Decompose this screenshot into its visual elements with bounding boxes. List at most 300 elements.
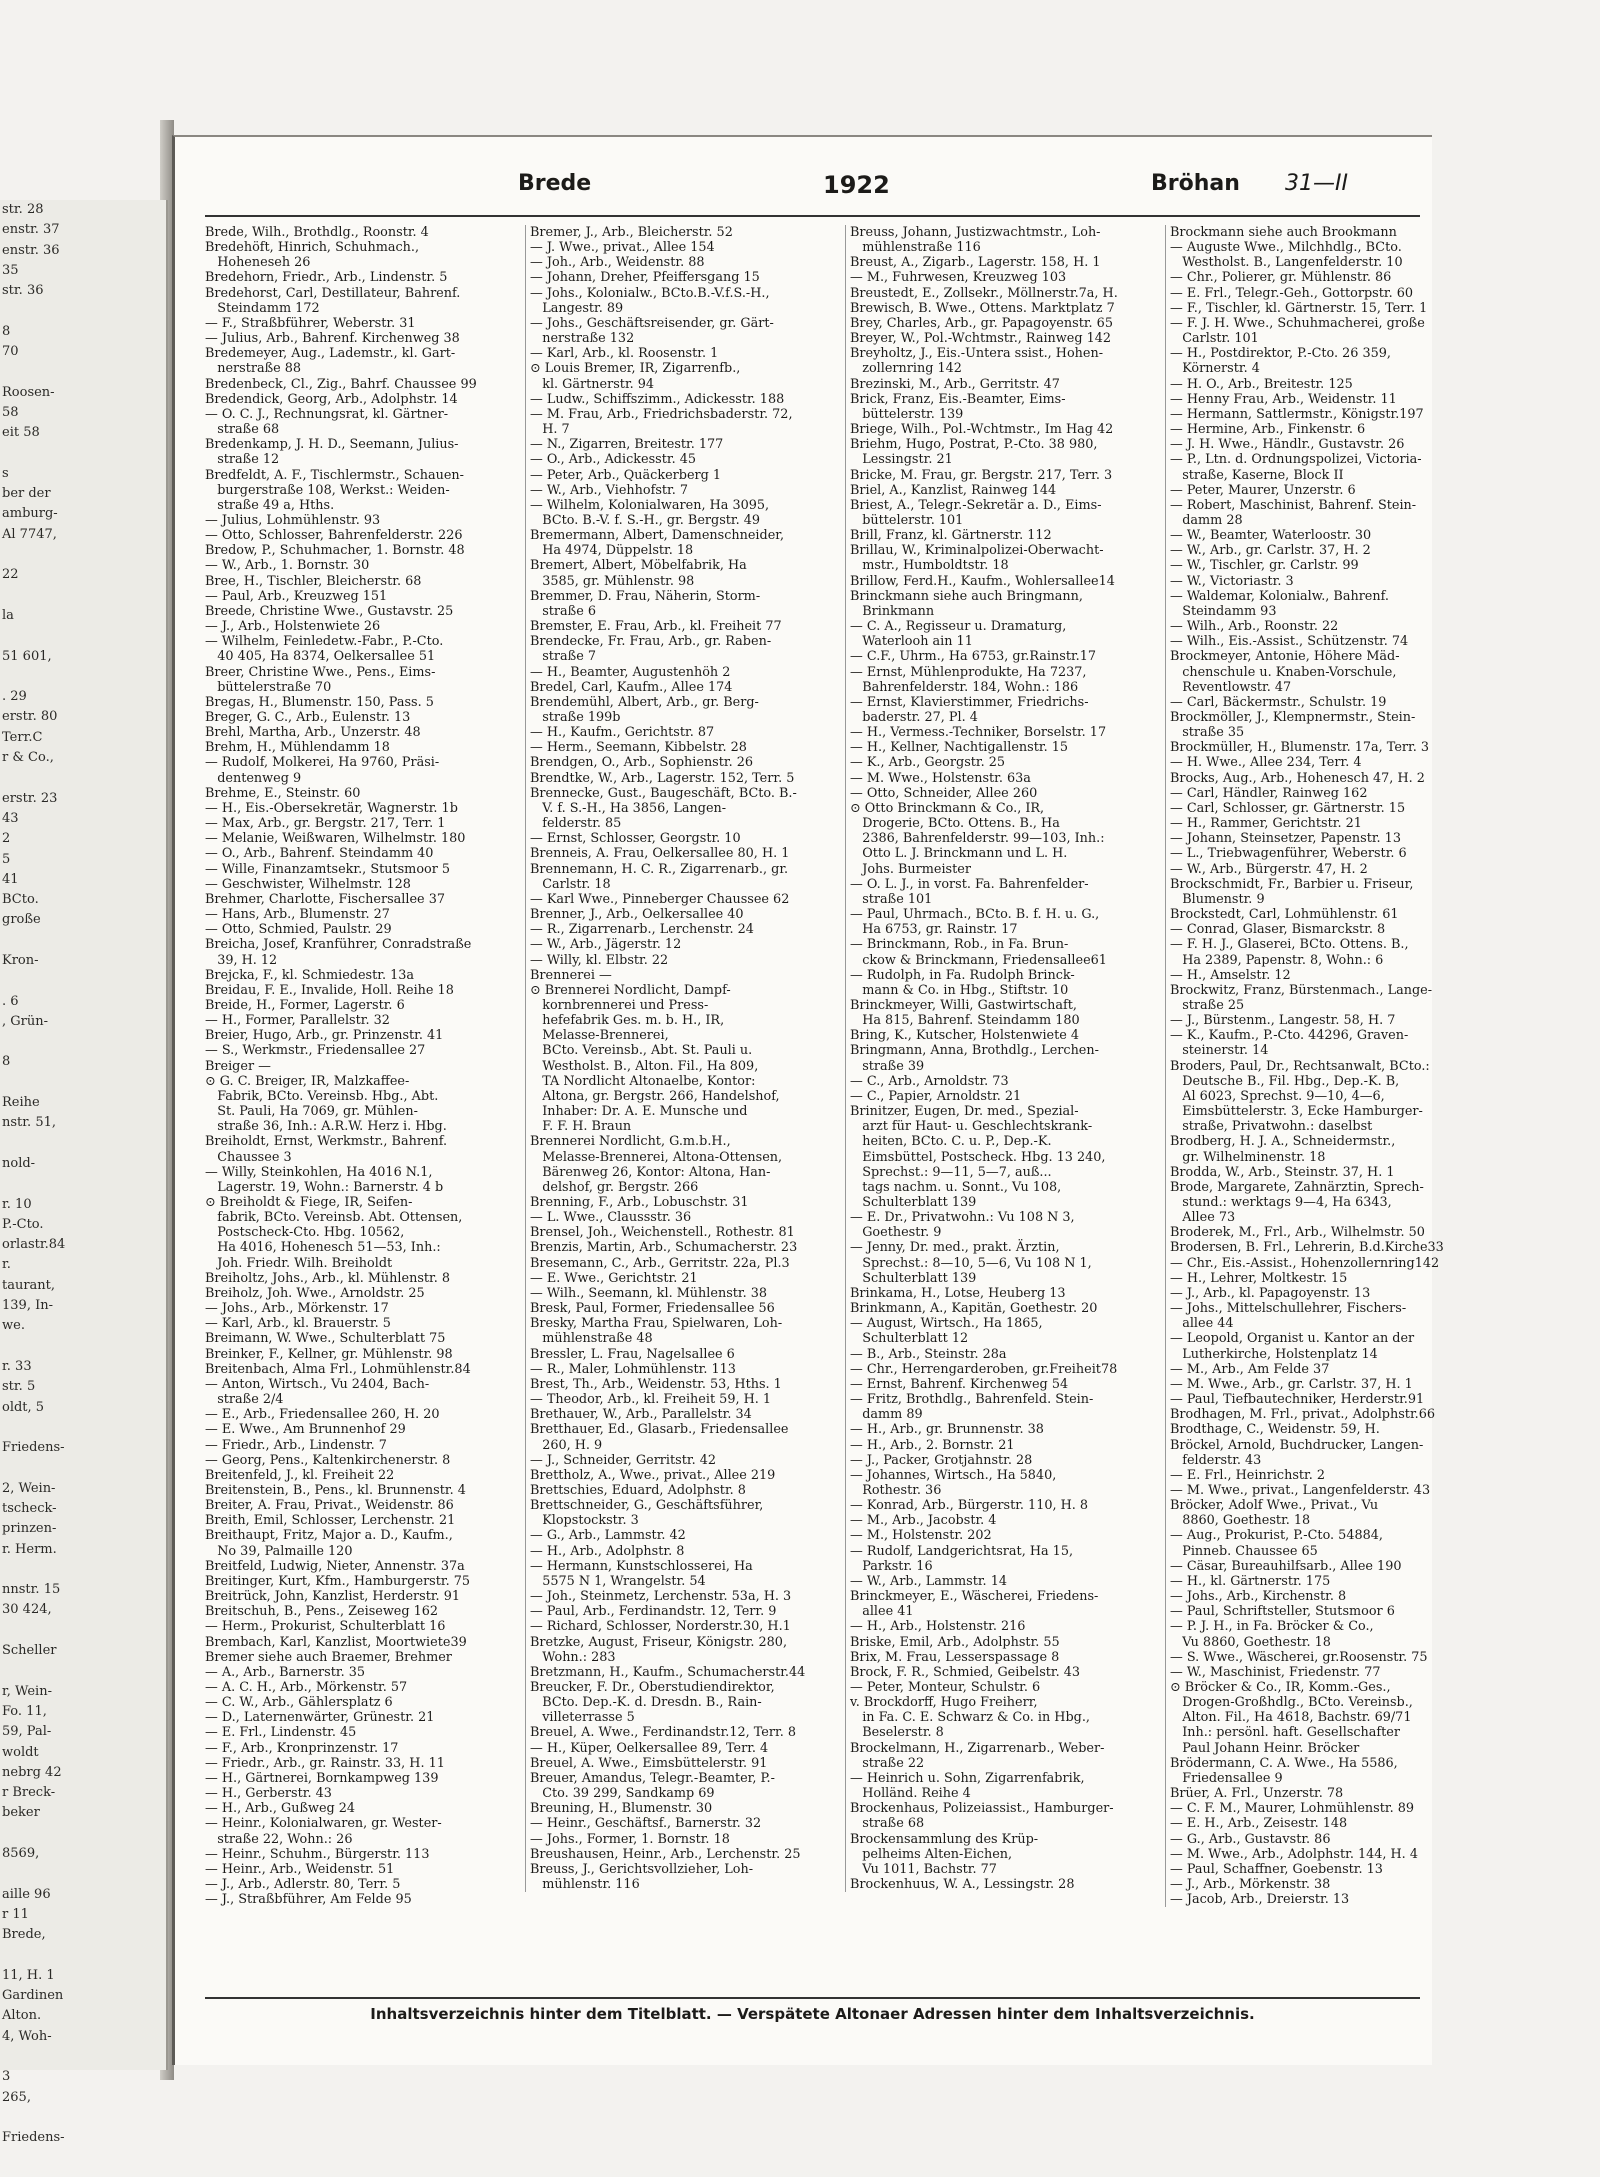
directory-entry: Brehme, E., Steinstr. 60 [205,785,361,801]
directory-entry: — G., Arb., Lammstr. 42 [530,1528,686,1544]
directory-entry: — Otto, Schmied, Paulstr. 29 [205,922,392,938]
directory-entry: Bremert, Albert, Möbelfabrik, Ha [530,558,747,574]
directory-entry: — P., Ltn. d. Ordnungspolizei, Victoria- [1170,452,1422,468]
directory-entry: — J., Arb., Mörkenstr. 38 [1170,1877,1331,1893]
directory-entry: büttelerstraße 70 [205,679,332,695]
directory-entry: Westholst. B., Alton. Fil., Ha 809, [530,1058,759,1074]
directory-entry: — Brinckmann, Rob., in Fa. Brun- [850,937,1069,953]
prev-page-line: , Grün- [2,1013,49,1029]
directory-entry: — Waldemar, Kolonialw., Bahrenf. [1170,588,1389,604]
directory-entry: — M. Wwe., Holstenstr. 63a [850,770,1031,786]
directory-entry: BCto. Dep.-K. d. Dresdn. B., Rain- [530,1695,762,1711]
directory-entry: Bremermann, Albert, Damenschneider, [530,528,785,544]
column-2 [525,225,840,1892]
directory-entry: Westholst. B., Langenfelderstr. 10 [1170,255,1403,271]
prev-page-line: 59, Pal- [2,1724,52,1740]
directory-entry: — H., Former, Parallelstr. 32 [205,1013,390,1029]
directory-entry: straße 49 a, Hths. [205,497,335,513]
directory-entry: — O. C. J., Rechnungsrat, kl. Gärtner- [205,406,449,422]
directory-entry: — Johs., Arb., Mörkenstr. 17 [205,1301,389,1317]
directory-entry: Breith, Emil, Schlosser, Lerchenstr. 21 [205,1513,456,1529]
directory-entry: Brezinski, M., Arb., Gerritstr. 47 [850,376,1060,392]
directory-entry: St. Pauli, Ha 7069, gr. Mühlen- [205,1104,418,1120]
directory-entry: — H. O., Arb., Breitestr. 125 [1170,376,1353,392]
directory-entry: — C., Arb., Arnoldstr. 73 [850,1073,1009,1089]
directory-entry: — F., Tischler, kl. Gärtnerstr. 15, Terr. 1 [1170,300,1428,316]
directory-entry: Bricke, M. Frau, gr. Bergstr. 217, Terr. 3 [850,467,1113,483]
directory-entry: Breithaupt, Fritz, Major a. D., Kaufm., [205,1528,453,1544]
prev-page-line: nnstr. 15 [2,1582,61,1598]
directory-entry: — H., Gärtnerei, Bornkampweg 139 [205,1770,439,1786]
prev-page-line [0,667,166,687]
directory-entry: — W., Arb., Lammstr. 14 [850,1573,1007,1589]
directory-entry: Steindamm 93 [1170,603,1277,619]
directory-entry: Bremer, J., Arb., Bleicherstr. 52 [530,225,733,240]
directory-entry: nerstraße 88 [205,361,302,377]
directory-entry: Brest, Th., Arb., Weidenstr. 53, Hths. 1 [530,1376,782,1392]
directory-entry: — Karl, Arb., kl. Brauerstr. 5 [205,1316,391,1332]
directory-entry: — P. J. H., in Fa. Bröcker & Co., [1170,1619,1374,1635]
directory-entry: Joh. Friedr. Wilh. Breiholdt [205,1255,393,1271]
directory-entry: — Peter, Maurer, Unzerstr. 6 [1170,482,1356,498]
directory-entry: nerstraße 132 [530,331,635,347]
directory-entry: Schulterblatt 12 [850,1331,969,1347]
directory-entry: — J., Arb., kl. Papagoyenstr. 13 [1170,1285,1371,1301]
directory-entry: — J., Packer, Grotjahnstr. 28 [850,1452,1033,1468]
directory-entry: Ha 815, Bahrenf. Steindamm 180 [850,1013,1080,1029]
directory-entry: mühlenstr. 116 [530,1877,640,1893]
directory-entry: — Joh., Steinmetz, Lerchenstr. 53a, H. 3 [530,1589,792,1605]
directory-entry: — Wille, Finanzamtsekr., Stutsmoor 5 [205,861,451,877]
directory-entry: Melasse-Brennerei, [530,1028,669,1044]
prev-page-line: P.-Cto. [2,1216,44,1232]
directory-entry: — H. Wwe., Allee 234, Terr. 4 [1170,755,1362,771]
directory-entry: Melasse-Brennerei, Altona-Ottensen, [530,1149,783,1165]
directory-entry: Bredfeldt, A. F., Tischlermstr., Schauen- [205,467,464,483]
directory-entry: — M., Holstenstr. 202 [850,1528,992,1544]
directory-entry: stund.: werktags 9—4, Ha 6343, [1170,1195,1392,1210]
directory-entry: — H., Postdirektor, P.-Cto. 26 359, [1170,346,1391,362]
prev-page-line: 51 601, [2,648,52,664]
directory-entry: — Paul, Uhrmach., BCto. B. f. H. u. G., [850,907,1100,923]
directory-entry: Brenzis, Martin, Arb., Schumacherstr. 23 [530,1240,798,1256]
directory-entry: Inhaber: Dr. A. E. Munsche und [530,1104,748,1120]
directory-entry: Allee 73 [1170,1210,1236,1226]
directory-entry: — C. F. M., Maurer, Lohmühlenstr. 89 [1170,1801,1414,1817]
directory-entry: — H., Lehrer, Moltkestr. 15 [1170,1270,1348,1286]
prev-page-line: aille 96 [2,1886,51,1902]
directory-entry: Schulterblatt 139 [850,1195,977,1210]
directory-entry: — Hermann, Sattlermstr., Königstr.197 [1170,406,1424,422]
directory-entry: Bree, H., Tischler, Bleicherstr. 68 [205,573,422,589]
prev-page-line: 2, Wein- [2,1480,56,1496]
directory-entry: Rothestr. 36 [850,1482,942,1498]
prev-page-line [0,1864,166,1884]
directory-entry: 39, H. 12 [205,952,278,968]
directory-entry: Vu 1011, Bachstr. 77 [850,1861,997,1877]
directory-entry: Klopstockstr. 3 [530,1513,639,1529]
directory-entry: straße 22, Wohn.: 26 [205,1831,353,1847]
directory-entry: Bretzke, August, Friseur, Königstr. 280, [530,1634,788,1650]
directory-entry: — Rudolf, Landgerichtsrat, Ha 15, [850,1543,1074,1559]
directory-entry: Bretzmann, H., Kaufm., Schumacherstr.44 [530,1664,806,1680]
directory-entry: Brill, Franz, kl. Gärtnerstr. 112 [850,528,1052,544]
directory-entry: Brenner, J., Arb., Oelkersallee 40 [530,907,744,923]
directory-entry: — Cäsar, Bureauhilfsarb., Allee 190 [1170,1558,1402,1574]
prev-page-line: taurant, [2,1277,56,1293]
prev-page-line: r. 10 [2,1196,32,1212]
directory-entry: — Johs., Kolonialw., BCto.B.-V.f.S.-H., [530,285,770,301]
directory-entry: — Otto, Schlosser, Bahrenfelderstr. 226 [205,528,463,544]
directory-entry: Breede, Christine Wwe., Gustavstr. 25 [205,603,454,619]
prev-page-line: . 29 [2,689,27,705]
directory-entry: mühlenstraße 48 [530,1331,653,1347]
directory-entry: arzt für Haut- u. Geschlechtskrank- [850,1119,1093,1135]
directory-entry: Otto L. J. Brinckmann und L. H. [850,846,1068,862]
directory-entry: pelheims Alten-Eichen, [850,1846,1013,1862]
directory-entry: straße 36, Inh.: A.R.W. Herz i. Hbg. [205,1119,447,1135]
directory-entry: — R., Maler, Lohmühlenstr. 113 [530,1361,736,1377]
directory-entry: — Hans, Arb., Blumenstr. 27 [205,907,390,923]
directory-entry: Brehm, H., Mühlendamm 18 [205,740,390,756]
directory-entry: — C.F., Uhrm., Ha 6753, gr.Rainstr.17 [850,649,1097,665]
directory-entry: Bresk, Paul, Former, Friedensallee 56 [530,1301,775,1317]
prev-page-line: 43 [2,810,19,826]
prev-page-line: oldt, 5 [2,1399,45,1415]
directory-entry: — W., Victoriastr. 3 [1170,573,1294,589]
directory-entry: 2386, Bahrenfelderstr. 99—103, Inh.: [850,831,1105,847]
directory-entry: — Hermann, Kunstschlosserei, Ha [530,1558,753,1574]
prev-page-line: Gardinen [2,1988,64,2004]
directory-entry: Johs. Burmeister [850,861,971,877]
directory-entry: ⊙ Otto Brinckmann & Co., IR, [850,800,1045,816]
directory-entry: straße 199b [530,710,621,725]
directory-entry: Brodberg, H. J. A., Schneidermstr., [1170,1134,1396,1150]
directory-entry: Reventlowstr. 47 [1170,679,1292,695]
directory-entry: — Friedr., Arb., Lindenstr. 7 [205,1437,387,1453]
directory-entry: — A., Arb., Barnerstr. 35 [205,1664,365,1680]
directory-entry: — Hermine, Arb., Finkenstr. 6 [1170,422,1366,438]
prev-page-line: str. 5 [2,1379,36,1395]
directory-entry: — F. H. J., Glaserei, BCto. Ottens. B., [1170,937,1409,953]
header-page-number: 31—II [1285,171,1348,196]
directory-entry: Breiger — [205,1058,271,1074]
directory-entry: — Richard, Schlosser, Norderstr.30, H.1 [530,1619,791,1635]
directory-entry: — M., Arb., Am Felde 37 [1170,1361,1330,1377]
directory-entry: Bredehöft, Hinrich, Schuhmach., [205,240,420,256]
prev-page-line [0,545,166,565]
directory-entry: Schulterblatt 139 [850,1270,977,1286]
prev-page-line: la [2,607,14,623]
directory-entry: — Johs., Mittelschullehrer, Fischers- [1170,1301,1407,1317]
directory-entry: Breucker, F. Dr., Oberstudiendirektor, [530,1680,775,1695]
column-4 [1165,225,1480,1907]
directory-entry: Brehmer, Charlotte, Fischersallee 37 [205,891,445,907]
prev-page-line [0,1073,166,1093]
directory-entry: — Heinrich u. Sohn, Zigarrenfabrik, [850,1770,1085,1786]
directory-entry: — Henny Frau, Arb., Weidenstr. 11 [1170,391,1397,407]
prev-page-line [0,626,166,646]
directory-entry: Briel, A., Kanzlist, Rainweg 144 [850,482,1057,498]
directory-entry: Brockmöller, J., Klempnermstr., Stein- [1170,710,1416,725]
directory-entry: Brode, Margarete, Zahnärztin, Sprech- [1170,1179,1424,1195]
directory-entry: Deutsche B., Fil. Hbg., Dep.-K. B, [1170,1073,1400,1089]
directory-entry: straße 68 [205,422,280,438]
directory-entry: — Peter, Arb., Quäckerberg 1 [530,467,722,483]
directory-entry: straße 6 [530,603,596,619]
directory-entry: Sprechst.: 9—11, 5—7, auß... [850,1164,1052,1180]
prev-page-line [0,971,166,991]
directory-entry: zollernring 142 [850,361,962,377]
directory-entry: ⊙ G. C. Breiger, IR, Malzkaffee- [205,1073,410,1089]
directory-entry: Brockmeyer, Antonie, Höhere Mäd- [1170,649,1400,665]
directory-entry: — E. H., Arb., Zeisestr. 148 [1170,1816,1348,1832]
directory-entry: heiten, BCto. C. u. P., Dep.-K. [850,1134,1052,1150]
directory-entry: — Carl, Händler, Rainweg 162 [1170,785,1368,801]
directory-entry: Postscheck-Cto. Hbg. 10562, [205,1225,405,1241]
directory-entry: — Chr., Herrengarderoben, gr.Freiheit78 [850,1361,1118,1377]
directory-entry: Brennecke, Gust., Baugeschäft, BCto. B.- [530,785,797,801]
directory-entry: — Anton, Wirtsch., Vu 2404, Bach- [205,1376,430,1392]
directory-entry: dentenweg 9 [205,770,302,786]
directory-entry: Brödermann, C. A. Wwe., Ha 5586, [1170,1755,1398,1771]
directory-entry: Brey, Charles, Arb., gr. Papagoyenstr. 65 [850,315,1113,331]
directory-entry: — Paul, Tiefbautechniker, Herderstr.91 [1170,1392,1425,1408]
directory-entry: Sprechst.: 8—10, 5—6, Vu 108 N 1, [850,1255,1092,1271]
directory-entry: Bredow, P., Schuhmacher, 1. Bornstr. 48 [205,543,465,559]
directory-entry: Brennemann, H. C. R., Zigarrenarb., gr. [530,861,789,877]
directory-entry: — Julius, Lohmühlenstr. 93 [205,512,381,528]
directory-entry: kl. Gärtnerstr. 94 [530,376,655,392]
directory-entry: — Jenny, Dr. med., prakt. Ärztin, [850,1240,1060,1256]
directory-entry: Friedensallee 9 [1170,1770,1283,1786]
column-1 [205,225,520,1907]
directory-entry: — Conrad, Glaser, Bismarckstr. 8 [1170,922,1386,938]
directory-entry: straße, Kaserne, Block II [1170,467,1344,483]
directory-entry: — Fritz, Brothdlg., Bahrenfeld. Stein- [850,1392,1094,1408]
prev-page-line: Reihe [2,1095,40,1111]
prev-page-line: prinzen- [2,1521,57,1537]
directory-entry: — Paul, Arb., Ferdinandstr. 12, Terr. 9 [530,1604,777,1620]
prev-page-line: r Breck- [2,1785,56,1801]
directory-entry: — O., Arb., Adickesstr. 45 [530,452,696,468]
directory-entry: straße 2/4 [205,1392,284,1408]
directory-entry: — F., Straßbführer, Weberstr. 31 [205,315,416,331]
directory-entry: Brockstedt, Carl, Lohmühlenstr. 61 [1170,907,1399,923]
directory-entry: Brock, F. R., Schmied, Geibelstr. 43 [850,1664,1081,1680]
directory-entry: Breitinger, Kurt, Kfm., Hamburgerstr. 75 [205,1573,471,1589]
directory-entry: — Julius, Arb., Bahrenf. Kirchenweg 38 [205,331,460,347]
directory-entry: Lessingstr. 21 [850,452,953,468]
directory-entry: ⊙ Breiholdt & Fiege, IR, Seifen- [205,1195,413,1210]
directory-entry: — C. A., Regisseur u. Dramaturg, [850,619,1067,635]
directory-entry: — Johs., Former, 1. Bornstr. 18 [530,1831,730,1847]
prev-page-line [0,1560,166,1580]
directory-entry: straße 101 [850,891,933,907]
directory-entry: — W., Tischler, gr. Carlstr. 99 [1170,558,1359,574]
prev-page-line [0,1621,166,1641]
directory-entry: — L. Wwe., Claussstr. 36 [530,1210,692,1226]
directory-entry: Ha 6753, gr. Rainstr. 17 [850,922,1018,938]
directory-entry: Al 6023, Sprechst. 9—10, 4—6, [1170,1088,1385,1104]
directory-entry: Carlstr. 101 [1170,331,1259,347]
prev-page-line: tscheck- [2,1501,57,1516]
directory-entry: gr. Wilhelminenstr. 18 [1170,1149,1326,1165]
directory-entry: — H., Arb., Holstenstr. 216 [850,1619,1026,1635]
header-rule [205,215,1420,217]
prev-page-line: 3 [2,2069,11,2085]
directory-entry: Eimsbüttel, Postscheck. Hbg. 13 240, [850,1149,1106,1165]
directory-entry: Lagerstr. 19, Wohn.: Barnerstr. 4 b [205,1179,444,1195]
prev-page-line: r. Herm. [2,1541,57,1557]
directory-entry: — H., Kaufm., Gerichtstr. 87 [530,725,715,741]
prev-page-line: ber der [2,486,51,502]
directory-entry: Goethestr. 9 [850,1225,942,1241]
directory-entry: Broders, Paul, Dr., Rechtsanwalt, BCto.: [1170,1058,1430,1074]
directory-entry: kornbrennerei und Press- [530,997,709,1013]
directory-entry: — Johann, Steinsetzer, Papenstr. 13 [1170,831,1401,847]
directory-entry: Brockwitz, Franz, Bürstenmach., Lange- [1170,982,1433,998]
directory-entry: 260, H. 9 [530,1437,603,1453]
directory-entry: Brenneis, A. Frau, Oelkersallee 80, H. 1 [530,846,790,862]
prev-page-line [0,1032,166,1052]
directory-entry: — W., Arb., Viehhofstr. 7 [530,482,689,498]
directory-entry: Breuss, J., Gerichtsvollzieher, Loh- [530,1861,754,1877]
directory-entry: Breitenstein, B., Pens., kl. Brunnenstr. 4 [205,1482,466,1498]
prev-page-line: Roosen- [2,384,55,400]
prev-page-line [0,1458,166,1478]
directory-entry: — Paul, Schaffner, Goebenstr. 13 [1170,1861,1383,1877]
directory-entry: 40 405, Ha 8374, Oelkersallee 51 [205,649,436,665]
directory-entry: BCto. B.-V. f. S.-H., gr. Bergstr. 49 [530,512,761,528]
directory-entry: Breiter, A. Frau, Privat., Weidenstr. 86 [205,1498,454,1514]
prev-page-line: r 11 [2,1906,29,1922]
prev-page-line [0,444,166,464]
directory-entry: Brennerei Nordlicht, G.m.b.H., [530,1134,731,1150]
directory-entry: delshof, gr. Bergstr. 266 [530,1179,699,1195]
prev-page-line: r. 33 [2,1358,32,1374]
directory-entry: — H., Kellner, Nachtigallenstr. 15 [850,740,1068,756]
directory-entry: Bretthauer, Ed., Glasarb., Friedensallee [530,1422,789,1438]
directory-entry: — Carl, Bäckermstr., Schulstr. 19 [1170,694,1387,710]
directory-entry: Bredemeyer, Aug., Lademstr., kl. Gart- [205,346,456,362]
directory-entry: — Carl, Schlosser, gr. Gärtnerstr. 15 [1170,800,1406,816]
directory-entry: Cto. 39 299, Sandkamp 69 [530,1786,715,1802]
prev-page-line [0,931,166,951]
directory-entry: Breuel, A. Wwe., Ferdinandstr.12, Terr. 8 [530,1725,796,1741]
directory-entry: Paul Johann Heinr. Bröcker [1170,1740,1360,1756]
prev-page-line [0,362,166,382]
directory-entry: — Chr., Polierer, gr. Mühlenstr. 86 [1170,270,1392,286]
directory-entry: fabrik, BCto. Vereinsb. Abt. Ottensen, [205,1210,463,1226]
directory-entry: — H., Rammer, Gerichtstr. 21 [1170,816,1362,832]
directory-entry: Holländ. Reihe 4 [850,1786,971,1802]
directory-entry: — J., Straßbführer, Am Felde 95 [205,1892,412,1908]
directory-entry: Brethauer, W., Arb., Parallelstr. 34 [530,1407,752,1423]
directory-entry: Brodersen, B. Frl., Lehrerin, B.d.Kirche33 [1170,1240,1444,1256]
prev-page-line: 30 424, [2,1602,52,1618]
directory-entry: Breuel, A. Wwe., Eimsbüttelerstr. 91 [530,1755,768,1771]
directory-entry: — K., Arb., Georgstr. 25 [850,755,1006,771]
prev-page-line [0,768,166,788]
directory-entry: TA Nordlicht Altonaelbe, Kontor: [530,1073,756,1089]
directory-entry: — C. W., Arb., Gählersplatz 6 [205,1695,393,1711]
directory-entry: Bröckel, Arnold, Buchdrucker, Langen- [1170,1437,1424,1453]
directory-entry: Drogen-Großhdlg., BCto. Vereinsb., [1170,1695,1413,1711]
directory-entry: — N., Zigarren, Breitestr. 177 [530,437,724,453]
directory-entry: allee 41 [850,1604,914,1620]
directory-entry: — Willy, Steinkohlen, Ha 4016 N.1, [205,1164,433,1180]
directory-entry: — M., Fuhrwesen, Kreuzweg 103 [850,270,1067,286]
directory-entry: — Johannes, Wirtsch., Ha 5840, [850,1467,1057,1483]
directory-entry: Brenning, F., Arb., Lobuschstr. 31 [530,1195,749,1210]
directory-entry: straße 12 [205,452,280,468]
directory-entry: — E. Frl., Heinrichstr. 2 [1170,1467,1326,1483]
directory-entry: Fabrik, BCto. Vereinsb. Hbg., Abt. [205,1088,439,1104]
prev-page-line: 8 [2,1054,11,1070]
directory-entry: Breitenbach, Alma Frl., Lohmühlenstr.84 [205,1361,471,1377]
directory-entry: — J., Bürstenm., Langestr. 58, H. 7 [1170,1013,1396,1029]
directory-entry: Brembach, Karl, Kanzlist, Moortwiete39 [205,1634,467,1650]
directory-entry: — W., Maschinist, Friedenstr. 77 [1170,1664,1381,1680]
directory-entry: Langestr. 89 [530,300,624,316]
directory-entry: — Ernst, Bahrenf. Kirchenweg 54 [850,1376,1069,1392]
directory-entry: Bredendick, Georg, Arb., Adolphstr. 14 [205,391,458,407]
directory-entry: — Heinr., Geschäftsf., Barnerstr. 32 [530,1816,762,1832]
directory-entry: Breyer, W., Pol.-Wchtmstr., Rainweg 142 [850,331,1112,347]
directory-entry: damm 89 [850,1407,923,1423]
directory-entry: — W., Arb., Jägerstr. 12 [530,937,682,953]
directory-entry: in Fa. C. E. Schwarz & Co. in Hbg., [850,1710,1090,1726]
directory-entry: Brodthage, C., Weidenstr. 59, H. [1170,1422,1380,1438]
directory-entry: — C., Papier, Arnoldstr. 21 [850,1088,1022,1104]
directory-entry: Inh.: persönl. haft. Gesellschafter [1170,1725,1400,1741]
directory-entry: Carlstr. 18 [530,876,611,892]
directory-entry: — Wilh., Eis.-Assist., Schützenstr. 74 [1170,634,1409,650]
directory-entry: Brodhagen, M. Frl., privat., Adolphstr.66 [1170,1407,1436,1423]
directory-entry: Drogerie, BCto. Ottens. B., Ha [850,816,1060,832]
directory-entry: — M. Wwe., privat., Langenfelderstr. 43 [1170,1482,1431,1498]
previous-page-fragment [0,200,168,2146]
directory-entry: Bresemann, C., Arb., Gerritstr. 22a, Pl.3 [530,1255,790,1271]
directory-entry: — L., Triebwagenführer, Weberstr. 6 [1170,846,1407,862]
directory-entry: — Willy, kl. Elbstr. 22 [530,952,669,968]
directory-entry: Breitenfeld, J., kl. Freiheit 22 [205,1467,395,1483]
directory-entry: BCto. Vereinsb., Abt. St. Pauli u. [530,1043,753,1059]
directory-entry: — F., Arb., Kronprinzenstr. 17 [205,1740,399,1756]
directory-entry: Bredenkamp, J. H. D., Seemann, Julius- [205,437,459,453]
prev-page-line [0,1824,166,1844]
header-first-name: Brede [518,171,592,196]
directory-entry: — J., Arb., Adlerstr. 80, Terr. 5 [205,1877,401,1893]
prev-page-line: r, Wein- [2,1683,52,1699]
directory-entry: — Peter, Monteur, Schulstr. 6 [850,1680,1041,1695]
directory-entry: Chaussee 3 [205,1149,292,1165]
directory-entry: — H., Gerberstr. 43 [205,1786,332,1802]
directory-entry: — O. L. J., in vorst. Fa. Bahrenfelder- [850,876,1089,892]
directory-page [172,135,1444,2065]
directory-entry: — H., Küper, Oelkersallee 89, Terr. 4 [530,1740,769,1756]
directory-entry: — M., Arb., Jacobstr. 4 [850,1513,997,1529]
directory-entry: — E. Frl., Lindenstr. 45 [205,1725,357,1741]
directory-entry: mühlenstraße 116 [850,240,981,256]
directory-entry: Brettholz, A., Wwe., privat., Allee 219 [530,1467,776,1483]
prev-page-line: orlastr.84 [2,1237,66,1253]
directory-entry: — Geschwister, Wilhelmstr. 128 [205,876,411,892]
directory-entry: Brehl, Martha, Arb., Unzerstr. 48 [205,725,421,741]
directory-entry: H. 7 [530,422,570,438]
directory-entry: Waterlooh ain 11 [850,634,973,650]
